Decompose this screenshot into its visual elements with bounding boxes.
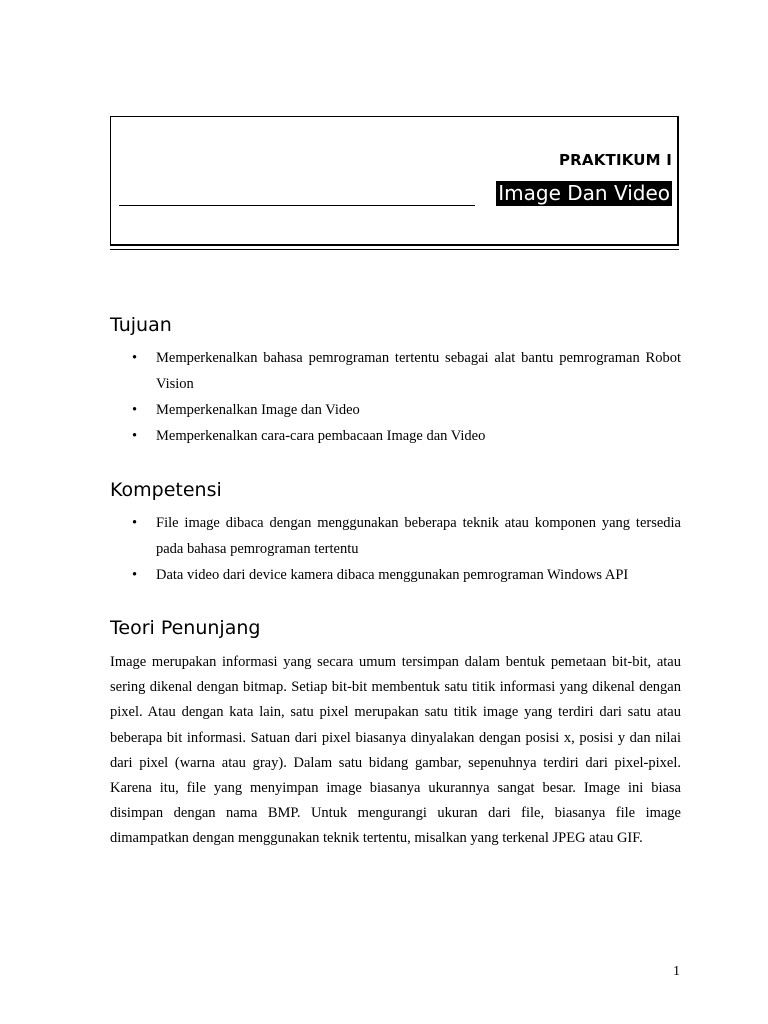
list-item: • Memperkenalkan Image dan Video — [110, 397, 681, 423]
list-item: • Data video dari device kamera dibaca menggunakan pemrograman Windows API — [110, 562, 681, 588]
title-rule — [119, 205, 475, 206]
chapter-title: Image Dan Video — [498, 181, 670, 205]
section-heading-tujuan: Tujuan — [110, 314, 172, 336]
bullet-icon: • — [132, 515, 138, 531]
section-heading-kompetensi: Kompetensi — [110, 479, 222, 501]
list-item: • Memperkenalkan cara-cara pembacaan Image dan Video — [110, 423, 681, 449]
page-number: 1 — [673, 964, 680, 979]
list-item: • File image dibaca dengan menggunakan beberapa teknik atau komponen yang tersedia pada bahasa pemrograman tertentu — [110, 510, 681, 562]
kompetensi-list — [110, 510, 681, 588]
bullet-icon: • — [132, 350, 138, 366]
bullet-icon: • — [132, 402, 138, 418]
bullet-icon: • — [132, 428, 138, 444]
bullet-icon: • — [132, 567, 138, 583]
section-heading-teori: Teori Penunjang — [110, 617, 261, 639]
chapter-label: PRAKTIKUM I — [558, 151, 672, 169]
list-item: • Memperkenalkan bahasa pemrograman tertentu sebagai alat bantu pemrograman Robot Vision — [110, 345, 681, 397]
chapter-header-box — [110, 116, 679, 246]
teori-paragraph: Image merupakan informasi yang secara umum tersimpan dalam bentuk pemetaan bit-bit, atau sering dikenal dengan bitmap. Setiap bit-bit membentuk satu titik informasi yang dikenal dengan pixel. Atau dengan kata lain, satu pixel merupakan satu titik image yang terdiri dari satu atau beberapa bit informasi. Satuan dari pixel biasanya dinyalakan dengan posisi x, posisi y dan nilai dari pixel (warna atau gray). Dalam satu bidang gambar, sepenuhnya terdiri dari pixel-pixel. Karena itu, file yang menyimpan image biasanya ukurannya sangat besar. Image ini biasa disimpan dengan nama BMP. Untuk mengurangi ukuran dari file, biasanya file image dimampatkan dengan menggunakan teknik tertentu, misalkan yang terkenal JPEG atau GIF. — [110, 654, 681, 847]
tujuan-list — [110, 345, 681, 449]
